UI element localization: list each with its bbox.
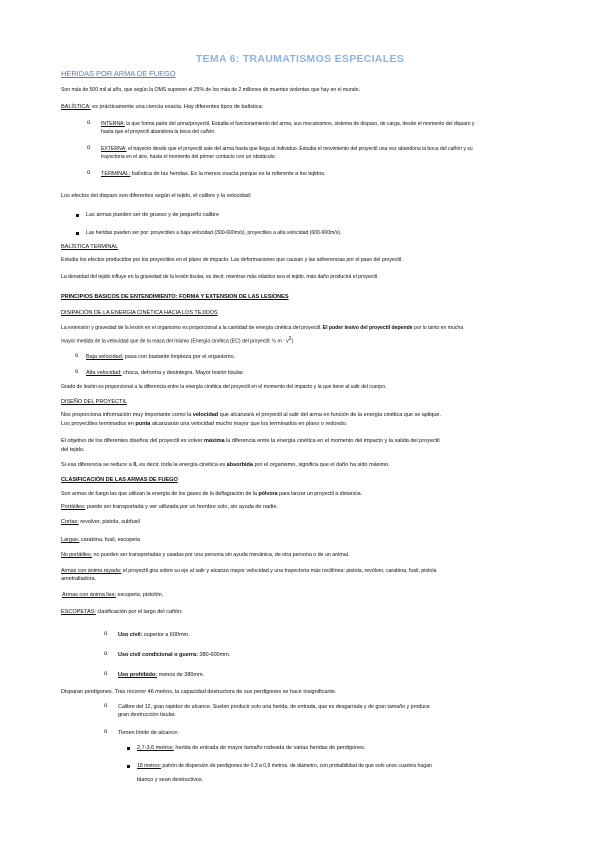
- diseno-line-5: [61, 462, 390, 469]
- diseno-text-4c: por el organismo, significa que el daño ha sido máximo.: [252, 462, 390, 468]
- externa-text-1: el trayecto desde que el proyectil sale del arma hasta que llega al individuo. Estudia el movimiento del proyectil una vez abandona la boca del cañón y su: [126, 146, 473, 152]
- efectos-paragraph: Los efectos del disparo son diferentes según el tejido, el calibre y la velocidad:: [61, 193, 252, 199]
- diseno-line-4: del tejido.: [61, 447, 85, 453]
- anima-rayada-line-1: [61, 568, 436, 575]
- diseno-text-2b: alcanzarán una velocidad mucho mayor que los terminados en plano o redondo.: [150, 421, 348, 427]
- clasificacion-bold-polvora: pólvora: [258, 491, 278, 497]
- disipacion-line-1: [61, 325, 463, 332]
- efectos-bullet-2: Las heridas pueden ser por: proyectiles a baja velocidad (300-600m/s), proyectiles a alta velocidad (600-900m/s).: [86, 230, 342, 236]
- uso-prohibido-line: [118, 672, 204, 679]
- disipacion-bold: El poder lesivo del proyectil depende: [322, 325, 413, 331]
- uso-civil-line: [118, 632, 190, 639]
- uso-civil-text: superior a 600mm.: [142, 632, 190, 638]
- balistica-text: es prácticamente una ciencia exacta. Hay diferentes tipos de balística:: [90, 104, 264, 110]
- circle-bullet-icon: o: [104, 703, 108, 709]
- diseno-text-1a: Nos proporciona información muy importante como la: [61, 412, 193, 418]
- no-portatiles-text: no pueden ser transportadas y usadas por una persona sin ayuda mecánica, de otra persona o de un animal.: [92, 552, 350, 558]
- largas-line: [61, 537, 140, 544]
- disipacion-text-2-end: ): [291, 338, 294, 345]
- anima-lisa-label: Armas con ánima lisa:: [62, 592, 116, 598]
- disipacion-heading: DISIPACIÓN DE LA ENERGÍA CINÉTICA HACIA LOS TEJIDOS: [61, 310, 218, 316]
- cortas-line: [61, 519, 140, 526]
- baja-velocidad-label: Baja velocidad:: [86, 354, 124, 360]
- diseno-text-4b: es decir, toda la energía cinética es: [137, 462, 227, 468]
- metros-18-label: 18 metros:: [137, 763, 162, 769]
- uso-condicional-label: Uso civil condicional o guerra:: [118, 652, 198, 658]
- grado-paragraph: Grado de lesión es proporcional a la diferencia entre la energía cinética del proyectil en el momento del impacto y la que tiene al salir del cuerpo.: [61, 384, 387, 390]
- heridas-heading: HERIDAS POR ARMA DE FUEGO: [61, 69, 176, 78]
- diseno-text-1b: que alcanzará el proyectil al salir del arma en función de la energía cinética que se aplique.: [218, 412, 441, 418]
- disipacion-text-2: mayor medida de la velocidad que de la masa del mismo (Energía cinética (EC) del proyectil: ½ m · v: [61, 338, 289, 345]
- terminal-label: TERMINAL:: [101, 171, 131, 177]
- square-bullet-icon: [127, 765, 130, 768]
- anima-lisa-text: escopeta, pistolón.: [115, 592, 164, 598]
- terminal-text: balística de las heridas. Es la menos exacta porque es la referente a los tejidos.: [130, 171, 326, 177]
- diseno-bold-absorbida: absorbida: [226, 462, 253, 468]
- intro-paragraph: Son más de 500 mil al año, que según la OMS suponen el 25% de los más de 2 millones de muertes violentas que hay en el mundo.: [61, 87, 360, 93]
- balistica-terminal-heading: BALÍSTICA TERMINAL: [61, 244, 119, 250]
- metros-18-line-2: blanco y sean destructivos.: [137, 777, 204, 783]
- cortas-text: revolver, pistola, subfusil: [78, 519, 140, 525]
- escopetas-label: ESCOPETAS:: [61, 609, 96, 615]
- diseno-text-4a: Si esa diferencia se reduce a: [61, 462, 134, 468]
- diseno-bold-cero: 0,: [133, 462, 138, 468]
- diseno-heading: DISEÑO DEL PROYECTIL: [61, 399, 127, 405]
- anima-rayada-label: Armas con ánima rayada:: [61, 568, 122, 574]
- circle-bullet-icon: o: [87, 170, 91, 176]
- metros-18-text-1: patrón de dispersión de perdigones de 0,3 a 0,9 metros. de diámetro, con probabilidad de que solo unos cuantos hagan: [161, 763, 432, 769]
- circle-bullet-icon: o: [104, 651, 108, 657]
- square-bullet-icon: [76, 232, 79, 235]
- disipacion-line-2: [61, 336, 293, 346]
- uso-condicional-line: [118, 652, 230, 659]
- anima-rayada-text-1: el proyectil gira sobre su eje al salir y alcanza mayor velocidad y una trayectoria más rectilínea: pistola, revólver, carabina, fusil, pistola: [121, 568, 437, 574]
- interna-label: INTERNA:: [101, 121, 125, 127]
- circle-bullet-icon: o: [87, 145, 91, 151]
- metros-27-text: herida de entrada de mayor tamaño rodeada de varias heridas de perdigones.: [173, 745, 366, 751]
- alta-velocidad-text: choca, deforma y desintegra. Mayor lesión tisular.: [121, 370, 244, 376]
- interna-line-1: [101, 121, 474, 128]
- portatiles-label: Portátiles:: [61, 504, 86, 510]
- metros-27-line: [137, 745, 365, 752]
- largas-label: Largas:: [61, 537, 80, 543]
- cortas-label: Cortas:: [61, 519, 79, 525]
- clasificacion-heading: CLASIFICACIÓN DE LAS ARMAS DE FUEGO: [61, 477, 178, 483]
- circle-bullet-icon: o: [104, 729, 108, 735]
- interna-text-1: la que forma parte del arma/proyectil. Estudia el funcionamiento del arma, sus mecanismos, sistema de disparo, de carga, desde el momento del disparo y: [124, 121, 475, 127]
- portatiles-line: [61, 504, 278, 511]
- circle-bullet-icon: o: [104, 671, 108, 677]
- diseno-line-2: [61, 421, 347, 428]
- balistica-label: BALÍSTICA:: [61, 104, 91, 110]
- diseno-line-1: [61, 412, 441, 419]
- clasificacion-paragraph: [61, 491, 362, 498]
- anima-rayada-line-2: ametralladora.: [61, 576, 97, 582]
- principios-heading: PRINCIPIOS BASICOS DE ENTENDIMIENTO: FORMA Y EXTENSION DE LAS LESIONES: [61, 294, 289, 300]
- externa-line-1: [101, 146, 473, 153]
- metros-27-label: 2,7-3,6 metros:: [137, 745, 174, 751]
- alta-velocidad-label: Alta velocidad:: [86, 370, 122, 376]
- circle-bullet-icon: o: [104, 631, 108, 637]
- circle-bullet-icon: o: [75, 353, 79, 359]
- perdigones-paragraph: Disparan perdigones. Tras recorrer 46 metros, la capacidad destructora de sus perdigones se hace insignificante.: [61, 689, 337, 695]
- clasificacion-text-a: Son armas de fuego las que utilizan la energía de los gases de la deflagración de la: [61, 491, 259, 497]
- uso-prohibido-label: Uso prohibido:: [118, 672, 158, 678]
- uso-civil-label: Uso civil:: [118, 632, 143, 638]
- escopetas-text: clasificación por el largo del cañón:: [95, 609, 183, 615]
- externa-label: EXTERNA:: [101, 146, 127, 152]
- diseno-line-3: [61, 438, 440, 445]
- exponent: 2: [288, 336, 292, 342]
- balistica-terminal-p1: Estudia los efectos producidos por los proyectiles en el plano de impacto. Las deformaciones que causan y las adherencias por el paso del proyectil.: [61, 257, 403, 263]
- circle-bullet-icon: o: [75, 369, 79, 375]
- uso-condicional-text: 380-600mm.: [197, 652, 231, 658]
- interna-line-2: hasta que el proyectil abandona la boca del cañón.: [101, 129, 216, 135]
- balistica-terminal-p2: La densidad del tejido influye en la gravedad de la lesión tisular, es decir, mientras más elástico sea el tejido, más daño producirá el proyectil.: [61, 274, 379, 280]
- baja-velocidad-line: [86, 354, 235, 361]
- diseno-bold-maxima: máxima: [204, 438, 225, 444]
- terminal-line: [101, 171, 326, 178]
- metros-18-line-1: [137, 763, 432, 770]
- escopetas-line: [61, 609, 183, 616]
- baja-velocidad-text: pasa con bastante limpieza por el organismo.: [123, 354, 236, 360]
- no-portatiles-label: No portátiles:: [61, 552, 93, 558]
- square-bullet-icon: [127, 747, 130, 750]
- anima-lisa-line: [62, 592, 163, 599]
- disipacion-text-1-end: por lo tanto en mucha: [412, 325, 464, 331]
- diseno-bold-punta: punta: [135, 421, 151, 427]
- limite-line: Tienen límite de alcance:: [118, 730, 179, 736]
- efectos-bullet-1: Las armas pueden ser de grueso y de pequeño calibre: [86, 212, 220, 218]
- circle-bullet-icon: o: [87, 120, 91, 126]
- balistica-line: [61, 104, 263, 111]
- portatiles-text: puede ser transportada y ser utilizada por un hombre solo, sin ayuda de nadie.: [85, 504, 278, 510]
- largas-text: carabina, fusil, escopeta: [79, 537, 140, 543]
- clasificacion-text-b: para lanzar un proyectil a distancia.: [277, 491, 362, 497]
- no-portatiles-line: [61, 552, 349, 559]
- alta-velocidad-line: [86, 370, 244, 377]
- disipacion-text-1: La extensión y gravedad de la lesión en el organismo es proporcional a la cantidad de energía cinética del proyectil.: [61, 325, 323, 331]
- calibre-line-2: gran destrucción tisular.: [118, 712, 176, 718]
- page-title: TEMA 6: TRAUMATISMOS ESPECIALES: [195, 53, 405, 65]
- square-bullet-icon: [76, 214, 79, 217]
- diseno-text-3b: la diferencia entre la energía cinética en el momento del impacto y la salida del proyectil: [224, 438, 440, 444]
- uso-prohibido-text: menos de 380mm.: [157, 672, 205, 678]
- diseno-text-3a: El objetivo de los diferentes diseños del proyectil es volver: [61, 438, 205, 444]
- diseno-bold-velocidad: velocidad: [192, 412, 219, 418]
- externa-line-2: trayectoria en el aire, hasta el momento del primer contacto con un obstáculo.: [101, 154, 276, 160]
- calibre-line-1: Calibre del 12, gran rapidez de alcance. Suelen producir solo una herida, de entrada, que es desgarrada y de gran tamaño y produce: [118, 704, 430, 710]
- diseno-text-2a: Los proyectiles terminados en: [61, 421, 136, 427]
